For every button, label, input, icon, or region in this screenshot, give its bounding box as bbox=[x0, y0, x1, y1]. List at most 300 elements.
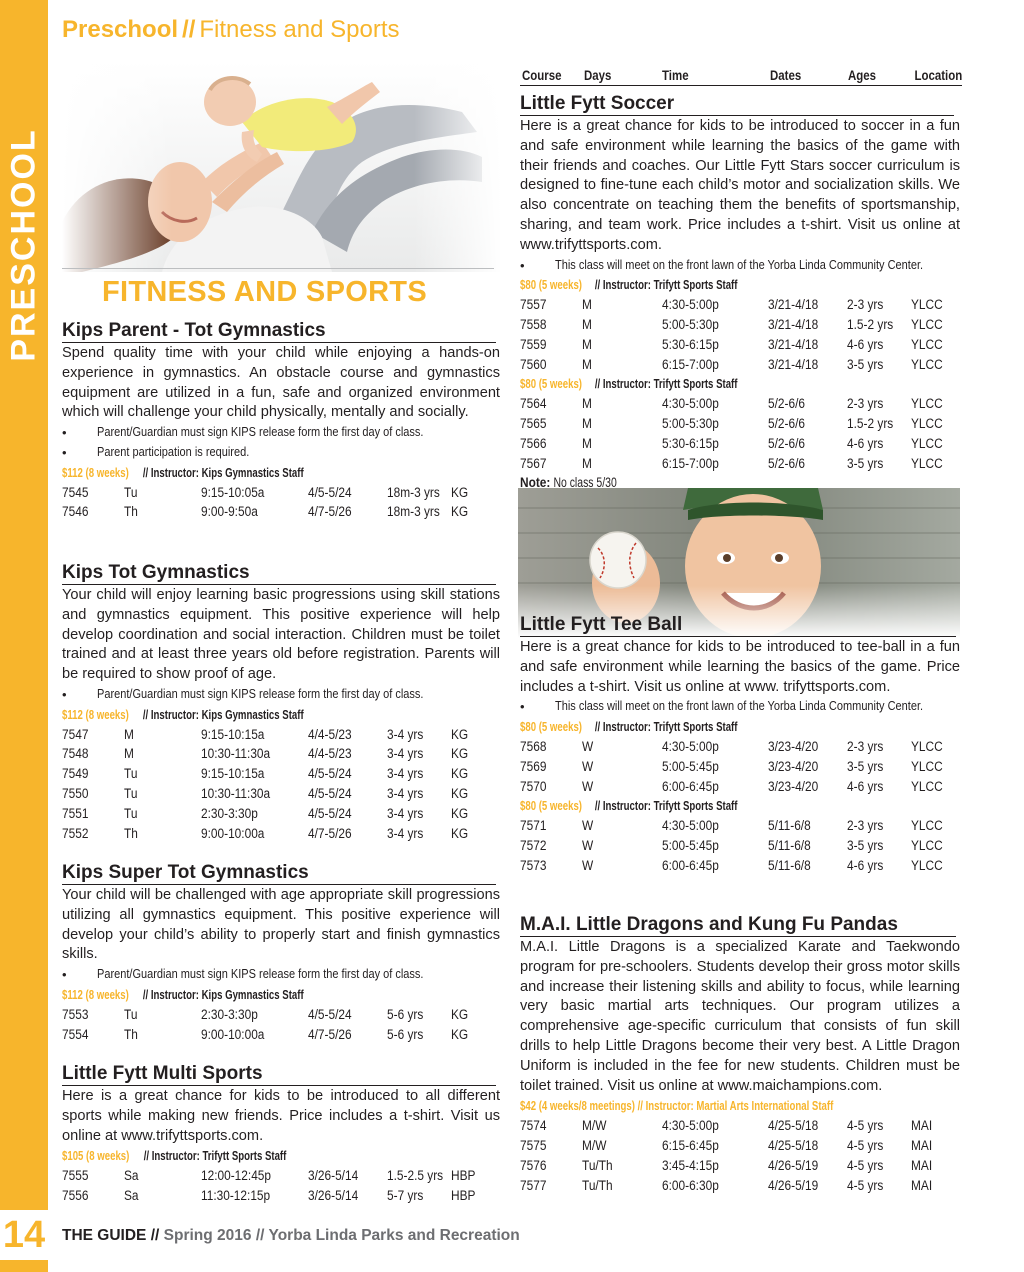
class-location: YLCC bbox=[911, 758, 943, 774]
course-bullet bbox=[520, 256, 960, 276]
bullet-text: Parent participation is required. bbox=[97, 444, 250, 459]
class-time: 5:00-5:30p bbox=[662, 316, 719, 332]
class-time: 3:45-4:15p bbox=[662, 1157, 719, 1173]
instructor-label: // Instructor: Kips Gymnastics Staff bbox=[142, 986, 304, 1002]
class-days: Th bbox=[124, 1026, 138, 1042]
class-row bbox=[62, 1025, 500, 1045]
class-dates: 4/7-5/26 bbox=[308, 1026, 352, 1042]
course-title: M.A.I. Little Dragons and Kung Fu Pandas bbox=[520, 914, 956, 937]
class-time: 6:00-6:30p bbox=[662, 1177, 719, 1193]
class-ages: 5-6 yrs bbox=[387, 1006, 424, 1022]
course-number: 7545 bbox=[62, 484, 89, 500]
class-ages: 2-3 yrs bbox=[847, 297, 884, 313]
course-section-m-a-i-little-dragons-and-kung-fu-pandas bbox=[520, 914, 960, 1195]
class-row bbox=[62, 1005, 500, 1025]
course-number: 7555 bbox=[62, 1168, 89, 1184]
class-days: M/W bbox=[582, 1137, 607, 1153]
class-time: 9:00-9:50a bbox=[201, 504, 258, 520]
price-text bbox=[62, 1146, 309, 1166]
class-dates: 3/23-4/20 bbox=[768, 778, 819, 794]
price-amount: $112 (8 weeks) bbox=[62, 464, 129, 480]
class-row bbox=[520, 836, 960, 856]
price-line bbox=[62, 985, 500, 1005]
bullet-text: Parent/Guardian must sign KIPS release form the first day of class. bbox=[97, 686, 424, 701]
course-number: 7554 bbox=[62, 1026, 89, 1042]
class-time: 12:00-12:45p bbox=[201, 1168, 272, 1184]
class-row bbox=[520, 777, 960, 797]
price-line bbox=[520, 717, 960, 737]
class-location: YLCC bbox=[911, 297, 943, 313]
course-number: 7572 bbox=[520, 837, 547, 853]
course-bullet bbox=[62, 685, 500, 705]
class-row bbox=[520, 434, 960, 454]
class-ages: 3-5 yrs bbox=[847, 356, 884, 372]
class-dates: 3/21-4/18 bbox=[768, 336, 819, 352]
course-title: Kips Super Tot Gymnastics bbox=[62, 862, 496, 885]
class-time: 4:30-5:00p bbox=[662, 297, 719, 313]
class-row bbox=[520, 414, 960, 434]
class-row bbox=[520, 355, 960, 375]
course-section-kips-tot-gymnastics bbox=[62, 562, 500, 843]
class-days: Tu/Th bbox=[582, 1157, 613, 1173]
course-bullet bbox=[62, 965, 500, 985]
class-days: Tu bbox=[124, 484, 138, 500]
class-row bbox=[520, 295, 960, 315]
sidebar-label bbox=[2, 128, 46, 362]
class-dates: 3/26-5/14 bbox=[308, 1168, 359, 1184]
class-row bbox=[520, 1176, 960, 1196]
course-number: 7567 bbox=[520, 455, 547, 471]
class-dates: 3/23-4/20 bbox=[768, 758, 819, 774]
course-number: 7559 bbox=[520, 336, 547, 352]
class-ages: 5-7 yrs bbox=[387, 1187, 424, 1203]
class-location: KG bbox=[451, 726, 469, 742]
footer-separator: // bbox=[150, 1227, 160, 1244]
course-number: 7560 bbox=[520, 356, 547, 372]
course-number: 7552 bbox=[62, 825, 89, 841]
price-text bbox=[520, 374, 761, 394]
class-days: M bbox=[582, 415, 592, 431]
class-dates: 5/2-6/6 bbox=[768, 396, 805, 412]
note-label: Note: bbox=[520, 475, 551, 491]
class-dates: 5/11-6/8 bbox=[768, 837, 811, 853]
class-row bbox=[62, 1186, 500, 1206]
class-location: YLCC bbox=[911, 455, 943, 471]
class-ages: 4-6 yrs bbox=[847, 336, 884, 352]
class-location: KG bbox=[451, 825, 469, 841]
class-ages: 4-6 yrs bbox=[847, 857, 884, 873]
bullet-text: Parent/Guardian must sign KIPS release form the first day of class. bbox=[97, 967, 424, 982]
class-row bbox=[520, 856, 960, 876]
class-location: KG bbox=[451, 1006, 469, 1022]
class-ages: 2-3 yrs bbox=[847, 396, 884, 412]
class-location: KG bbox=[451, 1026, 469, 1042]
course-bullet bbox=[62, 423, 500, 443]
class-location: HBP bbox=[451, 1187, 476, 1203]
class-time: 5:00-5:30p bbox=[662, 415, 719, 431]
class-days: W bbox=[582, 818, 594, 834]
class-time: 6:00-6:45p bbox=[662, 778, 719, 794]
class-row bbox=[62, 764, 500, 784]
class-ages: 3-4 yrs bbox=[387, 746, 424, 762]
course-section-little-fytt-multi-sports bbox=[62, 1063, 500, 1206]
course-section-little-fytt-soccer bbox=[520, 93, 960, 493]
class-location: YLCC bbox=[911, 837, 943, 853]
class-dates: 4/26-5/19 bbox=[768, 1177, 819, 1193]
instructor-label: // Instructor: Kips Gymnastics Staff bbox=[142, 706, 304, 722]
course-description: Here is a great chance for kids to be introduced to soccer in a fun and safe environment while learning the basics of the game with their friends and coaches. Our Little Fytt Stars soccer curriculum is designed to fine-tune each child’s motor and socialization skills. We also concentrate on teaching them the benefits of sportsmanship, sharing, and team work. Price includes a t-shirt. Visit us online at www.trifyttsports.com. bbox=[520, 118, 960, 253]
price-text bbox=[520, 796, 761, 816]
class-location: MAI bbox=[911, 1137, 933, 1153]
price-amount: $80 (5 weeks) bbox=[520, 798, 583, 814]
class-location: YLCC bbox=[911, 356, 943, 372]
class-time: 9:00-10:00a bbox=[201, 1026, 265, 1042]
class-days: M bbox=[582, 336, 592, 352]
class-time: 6:15-7:00p bbox=[662, 455, 719, 471]
class-time: 4:30-5:00p bbox=[662, 818, 719, 834]
course-number: 7551 bbox=[62, 805, 89, 821]
price-line bbox=[520, 374, 960, 394]
class-location: MAI bbox=[911, 1118, 933, 1134]
class-dates: 3/26-5/14 bbox=[308, 1187, 359, 1203]
price-text bbox=[62, 985, 330, 1005]
footer-org: Yorba Linda Parks and Recreation bbox=[268, 1227, 520, 1244]
class-dates: 4/5-5/24 bbox=[308, 484, 352, 500]
class-location: KG bbox=[451, 785, 469, 801]
class-dates: 4/7-5/26 bbox=[308, 504, 352, 520]
course-description: Here is a great chance for kids to be introduced to all different sports while making new friends. Price includes a t-shirt. Visit us online at www.trifyttsports.com. bbox=[62, 1088, 500, 1144]
course-number: 7547 bbox=[62, 726, 89, 742]
class-dates: 4/5-5/24 bbox=[308, 785, 352, 801]
class-dates: 4/5-5/24 bbox=[308, 766, 352, 782]
class-dates: 3/21-4/18 bbox=[768, 316, 819, 332]
class-location: YLCC bbox=[911, 857, 943, 873]
course-bullet bbox=[520, 697, 960, 717]
class-location: YLCC bbox=[911, 435, 943, 451]
class-days: Tu bbox=[124, 1006, 138, 1022]
course-section-kips-super-tot-gymnastics bbox=[62, 862, 500, 1044]
parent-baby-photo bbox=[62, 62, 502, 272]
class-dates: 3/23-4/20 bbox=[768, 738, 819, 754]
course-number: 7574 bbox=[520, 1118, 547, 1134]
price-line bbox=[520, 275, 960, 295]
class-ages: 3-4 yrs bbox=[387, 785, 424, 801]
section-title: FITNESS AND SPORTS bbox=[102, 276, 427, 308]
price-amount: $112 (8 weeks) bbox=[62, 706, 129, 722]
class-location: MAI bbox=[911, 1177, 933, 1193]
class-row bbox=[520, 1156, 960, 1176]
class-days: W bbox=[582, 857, 594, 873]
right-column-header bbox=[520, 64, 962, 86]
class-time: 4:30-5:00p bbox=[662, 1118, 719, 1134]
class-ages: 4-5 yrs bbox=[847, 1177, 884, 1193]
class-row bbox=[520, 816, 960, 836]
bullet-text: This class will meet on the front lawn of the Yorba Linda Community Center. bbox=[555, 257, 924, 272]
page-footer bbox=[62, 1227, 520, 1245]
class-row bbox=[62, 502, 500, 522]
instructor-label: // Instructor: Trifytt Sports Staff bbox=[595, 719, 738, 735]
class-ages: 18m-3 yrs bbox=[387, 504, 440, 520]
class-location: KG bbox=[451, 484, 469, 500]
footer-season: Spring 2016 bbox=[163, 1227, 252, 1244]
class-row bbox=[62, 804, 500, 824]
col-dates: Dates bbox=[770, 68, 802, 83]
class-dates: 4/7-5/26 bbox=[308, 825, 352, 841]
class-time: 5:30-6:15p bbox=[662, 435, 719, 451]
col-ages: Ages bbox=[848, 68, 877, 83]
course-number: 7546 bbox=[62, 504, 89, 520]
price-amount: $80 (5 weeks) bbox=[520, 376, 583, 392]
class-days: M bbox=[582, 455, 592, 471]
class-days: Tu/Th bbox=[582, 1177, 613, 1193]
price-text bbox=[62, 705, 330, 725]
class-ages: 2-3 yrs bbox=[847, 738, 884, 754]
class-ages: 2-3 yrs bbox=[847, 818, 884, 834]
class-days: W bbox=[582, 738, 594, 754]
course-number: 7568 bbox=[520, 738, 547, 754]
class-ages: 3-5 yrs bbox=[847, 758, 884, 774]
class-days: M bbox=[582, 435, 592, 451]
class-time: 9:15-10:15a bbox=[201, 726, 265, 742]
class-note bbox=[520, 473, 960, 493]
course-description: Here is a great chance for kids to be introduced to tee-ball in a fun and safe environment while learning the basics of the game. Price includes a t-shirt. Visit us online at www. trifyttsports.com. bbox=[520, 639, 960, 695]
price-line bbox=[520, 1096, 960, 1116]
class-days: W bbox=[582, 758, 594, 774]
class-ages: 3-5 yrs bbox=[847, 837, 884, 853]
class-time: 11:30-12:15p bbox=[201, 1187, 271, 1203]
course-bullet bbox=[62, 443, 500, 463]
class-time: 9:00-10:00a bbox=[201, 825, 265, 841]
class-time: 2:30-3:30p bbox=[201, 805, 258, 821]
class-days: M/W bbox=[582, 1118, 607, 1134]
col-time: Time bbox=[662, 68, 689, 83]
course-title: Kips Parent - Tot Gymnastics bbox=[62, 320, 496, 343]
course-number: 7570 bbox=[520, 778, 547, 794]
class-row bbox=[520, 737, 960, 757]
instructor-label: // Instructor: Trifytt Sports Staff bbox=[595, 277, 738, 293]
instructor-label: // Instructor: Trifytt Sports Staff bbox=[595, 798, 738, 814]
price-amount: $112 (8 weeks) bbox=[62, 986, 129, 1002]
course-number: 7571 bbox=[520, 818, 547, 834]
class-dates: 4/25-5/18 bbox=[768, 1137, 819, 1153]
course-number: 7564 bbox=[520, 396, 547, 412]
course-number: 7556 bbox=[62, 1187, 89, 1203]
class-days: M bbox=[582, 297, 592, 313]
class-dates: 5/11-6/8 bbox=[768, 857, 811, 873]
sidebar-label-text: PRESCHOOL bbox=[4, 128, 43, 362]
price-line bbox=[520, 796, 960, 816]
class-location: YLCC bbox=[911, 396, 943, 412]
class-days: Th bbox=[124, 504, 138, 520]
course-title: Little Fytt Tee Ball bbox=[520, 614, 956, 637]
class-row bbox=[520, 757, 960, 777]
class-dates: 4/26-5/19 bbox=[768, 1157, 819, 1173]
class-location: YLCC bbox=[911, 738, 943, 754]
course-description: M.A.I. Little Dragons is a specialized Karate and Taekwondo program for pre-schoolers. Students develop their gross motor skills and increase their listening skills and ability to focus, while learning very basic martial arts techniques. Our program utilizes a comprehensive age-specific curriculum that consists of fun skill drills to help Little Dragons become their very best. A Little Dragon Uniform is included in the fee for new students. Children must be toilet trained. Visit us online at www.maichampions.com. bbox=[520, 939, 960, 1094]
course-description: Spend quality time with your child while enjoying a hands-on experience in gymnastics. An obstacle course and gymnastics equipment are utilized in a fun, safe and organized environment which will challenge your child physically, mentally and socially. bbox=[62, 345, 500, 421]
class-time: 4:30-5:00p bbox=[662, 396, 719, 412]
footer-guide: THE GUIDE bbox=[62, 1227, 147, 1244]
class-location: YLCC bbox=[911, 778, 943, 794]
class-dates: 3/21-4/18 bbox=[768, 356, 819, 372]
class-ages: 18m-3 yrs bbox=[387, 484, 440, 500]
class-row bbox=[520, 454, 960, 474]
class-time: 9:15-10:05a bbox=[201, 484, 265, 500]
instructor-label: // Instructor: Trifytt Sports Staff bbox=[143, 1148, 287, 1164]
note-body: No class 5/30 bbox=[553, 475, 618, 491]
price-amount: $42 (4 weeks/8 meetings) // Instructor: Martial Arts International Staff bbox=[520, 1098, 834, 1114]
class-dates: 4/5-5/24 bbox=[308, 805, 352, 821]
class-ages: 3-4 yrs bbox=[387, 726, 424, 742]
course-number: 7566 bbox=[520, 435, 547, 451]
class-time: 5:00-5:45p bbox=[662, 837, 719, 853]
class-ages: 1.5-2 yrs bbox=[847, 415, 894, 431]
class-time: 10:30-11:30a bbox=[201, 746, 271, 762]
header-category: Preschool bbox=[62, 16, 179, 43]
class-time: 5:00-5:45p bbox=[662, 758, 719, 774]
instructor-label: // Instructor: Trifytt Sports Staff bbox=[595, 376, 738, 392]
header-separator: // bbox=[182, 16, 196, 43]
class-row bbox=[520, 335, 960, 355]
class-ages: 3-4 yrs bbox=[387, 805, 424, 821]
course-number: 7557 bbox=[520, 297, 547, 313]
page-header bbox=[62, 16, 400, 44]
class-ages: 4-6 yrs bbox=[847, 778, 884, 794]
course-title: Little Fytt Multi Sports bbox=[62, 1063, 496, 1086]
bullet-text: Parent/Guardian must sign KIPS release form the first day of class. bbox=[97, 425, 424, 440]
price-amount: $80 (5 weeks) bbox=[520, 277, 583, 293]
price-amount: $80 (5 weeks) bbox=[520, 719, 583, 735]
class-ages: 3-5 yrs bbox=[847, 455, 884, 471]
class-ages: 1.5-2.5 yrs bbox=[387, 1168, 444, 1184]
course-section-little-fytt-tee-ball bbox=[520, 614, 960, 876]
price-amount: $105 (8 weeks) bbox=[62, 1148, 130, 1164]
course-section-kips-parent-tot-gymnastics bbox=[62, 320, 500, 522]
class-ages: 3-4 yrs bbox=[387, 825, 424, 841]
instructor-label: // Instructor: Kips Gymnastics Staff bbox=[142, 464, 304, 480]
course-number: 7548 bbox=[62, 746, 89, 762]
class-days: M bbox=[124, 726, 134, 742]
class-days: Tu bbox=[124, 805, 138, 821]
class-dates: 4/4-5/23 bbox=[308, 726, 352, 742]
class-ages: 4-6 yrs bbox=[847, 435, 884, 451]
bullet-text: This class will meet on the front lawn of the Yorba Linda Community Center. bbox=[555, 699, 924, 714]
class-dates: 4/5-5/24 bbox=[308, 1006, 352, 1022]
course-description: Your child will be challenged with age appropriate skill progressions utilizing all gymnastics equipment. This positive experience will develop your child’s ability to properly start and finish gymnastics skills. bbox=[62, 887, 500, 963]
class-days: M bbox=[124, 746, 134, 762]
class-days: Sa bbox=[124, 1168, 139, 1184]
course-number: 7569 bbox=[520, 758, 547, 774]
class-row bbox=[520, 394, 960, 414]
class-location: YLCC bbox=[911, 336, 943, 352]
class-location: YLCC bbox=[911, 415, 943, 431]
price-text bbox=[520, 275, 761, 295]
price-line bbox=[62, 705, 500, 725]
class-location: YLCC bbox=[911, 316, 943, 332]
class-ages: 4-5 yrs bbox=[847, 1118, 884, 1134]
class-row bbox=[520, 1116, 960, 1136]
class-location: KG bbox=[451, 504, 469, 520]
class-dates: 5/2-6/6 bbox=[768, 415, 805, 431]
class-time: 5:30-6:15p bbox=[662, 336, 719, 352]
course-number: 7565 bbox=[520, 415, 547, 431]
class-dates: 5/11-6/8 bbox=[768, 818, 811, 834]
course-number: 7558 bbox=[520, 316, 547, 332]
course-number: 7577 bbox=[520, 1177, 547, 1193]
class-location: HBP bbox=[451, 1168, 476, 1184]
class-location: MAI bbox=[911, 1157, 933, 1173]
class-days: Sa bbox=[124, 1187, 139, 1203]
class-row bbox=[62, 1166, 500, 1186]
col-course: Course bbox=[522, 68, 562, 83]
class-dates: 4/4-5/23 bbox=[308, 746, 352, 762]
class-days: M bbox=[582, 316, 592, 332]
class-dates: 3/21-4/18 bbox=[768, 297, 819, 313]
price-line bbox=[62, 1146, 500, 1166]
class-row bbox=[520, 315, 960, 335]
course-number: 7575 bbox=[520, 1137, 547, 1153]
footer-separator: // bbox=[255, 1227, 265, 1244]
course-title: Kips Tot Gymnastics bbox=[62, 562, 496, 585]
class-time: 2:30-3:30p bbox=[201, 1006, 258, 1022]
price-text bbox=[520, 1096, 884, 1116]
col-location: Location bbox=[914, 68, 962, 83]
class-days: W bbox=[582, 778, 594, 794]
header-subcategory: Fitness and Sports bbox=[199, 16, 400, 43]
page-number: 14 bbox=[0, 1210, 48, 1260]
class-ages: 4-5 yrs bbox=[847, 1137, 884, 1153]
photo-divider bbox=[62, 268, 494, 269]
class-row bbox=[62, 725, 500, 745]
course-number: 7549 bbox=[62, 766, 89, 782]
class-location: KG bbox=[451, 805, 469, 821]
class-days: Tu bbox=[124, 766, 138, 782]
course-number: 7573 bbox=[520, 857, 547, 873]
class-time: 4:30-5:00p bbox=[662, 738, 719, 754]
price-line bbox=[62, 463, 500, 483]
col-days: Days bbox=[584, 68, 612, 83]
class-dates: 5/2-6/6 bbox=[768, 435, 805, 451]
class-days: W bbox=[582, 837, 594, 853]
class-row bbox=[62, 744, 500, 764]
class-time: 10:30-11:30a bbox=[201, 785, 271, 801]
class-time: 9:15-10:15a bbox=[201, 766, 265, 782]
class-row bbox=[62, 483, 500, 503]
class-time: 6:15-6:45p bbox=[662, 1137, 719, 1153]
price-text bbox=[520, 717, 761, 737]
class-dates: 5/2-6/6 bbox=[768, 455, 805, 471]
class-ages: 5-6 yrs bbox=[387, 1026, 424, 1042]
class-ages: 4-5 yrs bbox=[847, 1157, 884, 1173]
class-row bbox=[62, 824, 500, 844]
class-row bbox=[520, 1136, 960, 1156]
class-days: Tu bbox=[124, 785, 138, 801]
class-location: KG bbox=[451, 746, 469, 762]
class-dates: 4/25-5/18 bbox=[768, 1118, 819, 1134]
price-text bbox=[62, 463, 330, 483]
class-location: YLCC bbox=[911, 818, 943, 834]
class-row bbox=[62, 784, 500, 804]
class-location: KG bbox=[451, 766, 469, 782]
class-time: 6:15-7:00p bbox=[662, 356, 719, 372]
class-days: Th bbox=[124, 825, 138, 841]
class-ages: 1.5-2 yrs bbox=[847, 316, 894, 332]
course-number: 7553 bbox=[62, 1006, 89, 1022]
class-days: M bbox=[582, 396, 592, 412]
course-number: 7576 bbox=[520, 1157, 547, 1173]
class-ages: 3-4 yrs bbox=[387, 766, 424, 782]
note-text bbox=[520, 473, 626, 493]
